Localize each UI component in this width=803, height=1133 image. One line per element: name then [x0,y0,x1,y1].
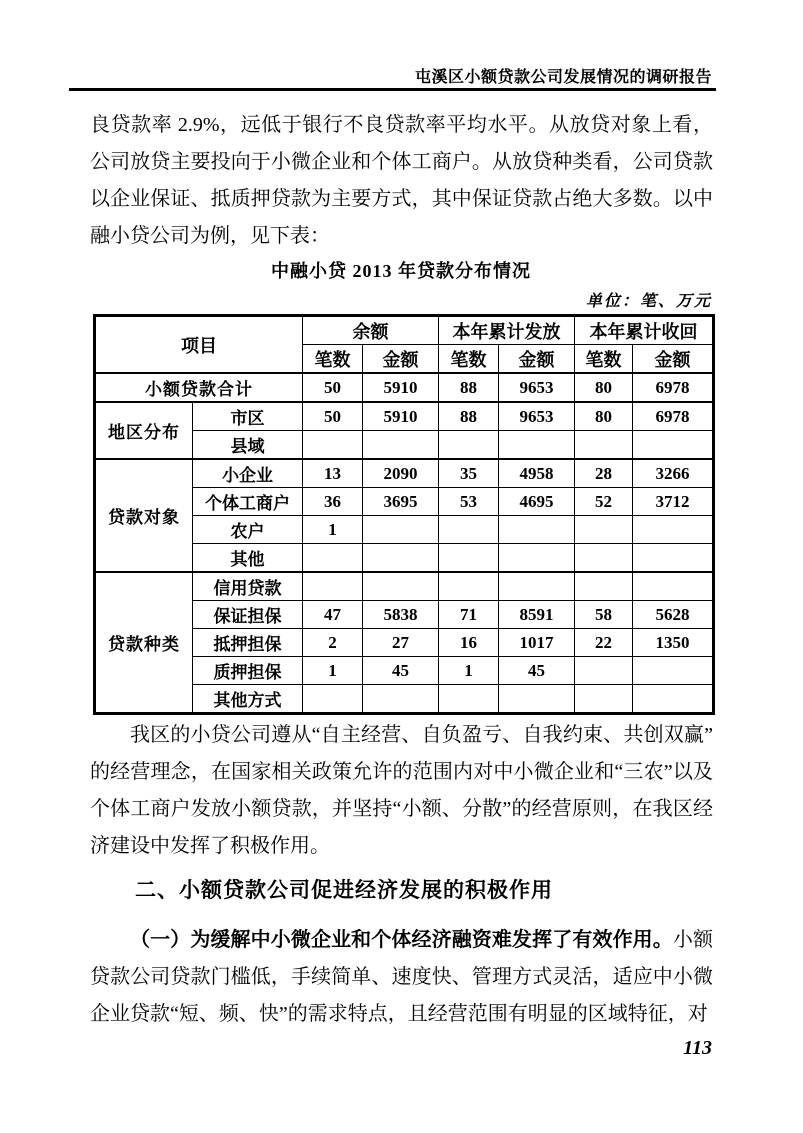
cell: 80 [575,402,633,431]
cell: 88 [439,402,499,431]
cell: 1 [303,657,363,685]
page-number: 113 [683,1037,712,1059]
cell: 9653 [499,402,575,431]
row-label: 信用贷款 [193,572,303,601]
cell: 45 [363,657,439,685]
paragraph-lead-rest: 小额 [672,929,714,951]
cell [303,544,363,573]
cell [575,516,633,544]
cell: 35 [439,459,499,488]
cell [303,572,363,601]
cell [499,544,575,573]
row-label: 个体工商户 [193,488,303,516]
cell: 45 [499,657,575,685]
cell [499,431,575,460]
cell: 47 [303,601,363,629]
row-label: 其他 [193,544,303,573]
cell: 4958 [499,459,575,488]
cell [439,431,499,460]
paragraph-line: 融小贷公司为例，见下表： [90,225,330,247]
paragraph-2 [90,717,713,865]
paragraph-line: 企业贷款“短、频、快”的需求特点，且经营范围有明显的区域特征，对 [90,1003,708,1025]
cell: 22 [575,629,633,657]
table-row [95,402,714,431]
row-label: 农户 [193,516,303,544]
paragraph-line: 个体工商户发放小额贷款，并坚持“小额、分散”的经营原则，在我区经 [90,798,713,820]
table-row [95,459,714,488]
header-recovered: 本年累计收回 [575,316,714,345]
cell: 3712 [633,488,714,516]
cell [363,572,439,601]
paragraph-line: 良贷款率 2.9%，远低于银行不良贷款率平均水平。从放贷对象上看， [90,114,713,136]
cell: 5910 [363,402,439,431]
cell [363,544,439,573]
header-amount: 金额 [499,345,575,374]
section-heading: 二、小额贷款公司促进经济发展的积极作用 [135,879,553,902]
cell [439,516,499,544]
paragraph-lead-bold: （一）为缓解中小微企业和个体经济融资难发挥了有效作用。 [130,929,673,951]
running-header-title: 屯溪区小额贷款公司发展情况的调研报告 [414,69,712,86]
header-count: 笔数 [303,345,363,374]
cell [499,685,575,714]
cell: 5628 [633,601,714,629]
cell: 88 [439,373,499,402]
cell [575,431,633,460]
header-balance: 余额 [303,316,439,345]
cell [499,572,575,601]
table-row-total [95,373,714,402]
row-label: 质押担保 [193,657,303,685]
header-count: 笔数 [439,345,499,374]
cell: 1 [439,657,499,685]
group-label: 贷款种类 [95,572,193,714]
cell [633,657,714,685]
table-row [95,572,714,601]
cell: 28 [575,459,633,488]
cell [575,572,633,601]
paragraph-line: 贷款公司贷款门槛低，手续简单、速度快、管理方式灵活，适应中小微 [90,966,713,988]
header-count: 笔数 [575,345,633,374]
row-label: 小额贷款合计 [95,373,303,402]
cell: 27 [363,629,439,657]
loan-distribution-table [93,314,715,715]
cell: 2090 [363,459,439,488]
header-rule [69,88,716,91]
paragraph-line: 以企业保证、抵质押贷款为主要方式，其中保证贷款占绝大多数。以中 [90,188,713,210]
paragraph-line: 济建设中发挥了积极作用。 [90,835,330,857]
cell [439,572,499,601]
cell: 9653 [499,373,575,402]
group-label: 地区分布 [95,402,193,459]
cell [499,516,575,544]
cell: 50 [303,373,363,402]
cell [439,685,499,714]
group-label: 贷款对象 [95,459,193,572]
row-label: 抵押担保 [193,629,303,657]
cell: 2 [303,629,363,657]
cell [303,431,363,460]
cell [575,544,633,573]
cell [633,431,714,460]
row-label: 小企业 [193,459,303,488]
cell [633,685,714,714]
header-issued: 本年累计发放 [439,316,575,345]
row-label: 县域 [193,431,303,460]
cell: 6978 [633,373,714,402]
cell: 13 [303,459,363,488]
table-unit-note: 单位：笔、万元 [585,293,712,310]
cell [363,431,439,460]
paragraph-3 [90,922,713,1033]
paragraph-line: 公司放贷主要投向于小微企业和个体工商户。从放贷种类看，公司贷款 [90,151,713,173]
table-title: 中融小贷 2013 年贷款分布情况 [271,261,531,281]
cell: 71 [439,601,499,629]
paragraph-line: 我区的小贷公司遵从“自主经营、自负盈亏、自我约束、共创双赢” [130,724,713,746]
cell: 8591 [499,601,575,629]
cell [633,516,714,544]
cell: 1017 [499,629,575,657]
cell [303,685,363,714]
cell [439,544,499,573]
cell [633,544,714,573]
paragraph-1 [90,107,713,255]
paragraph-line: 的经营理念，在国家相关政策允许的范围内对中小微企业和“三农”以及 [90,761,713,783]
cell [575,657,633,685]
cell [575,685,633,714]
cell: 5838 [363,601,439,629]
cell: 4695 [499,488,575,516]
row-label: 市区 [193,402,303,431]
paragraph-line [90,922,713,959]
cell: 52 [575,488,633,516]
cell: 53 [439,488,499,516]
header-amount: 金额 [633,345,714,374]
header-item: 项目 [95,316,303,374]
row-label: 保证担保 [193,601,303,629]
cell: 6978 [633,402,714,431]
cell: 16 [439,629,499,657]
cell: 36 [303,488,363,516]
cell: 5910 [363,373,439,402]
cell: 80 [575,373,633,402]
cell [363,685,439,714]
table-header [95,316,714,374]
cell [633,572,714,601]
header-amount: 金额 [363,345,439,374]
cell: 1350 [633,629,714,657]
cell [363,516,439,544]
cell: 1 [303,516,363,544]
cell: 3695 [363,488,439,516]
row-label: 其他方式 [193,685,303,714]
cell: 50 [303,402,363,431]
cell: 3266 [633,459,714,488]
cell: 58 [575,601,633,629]
